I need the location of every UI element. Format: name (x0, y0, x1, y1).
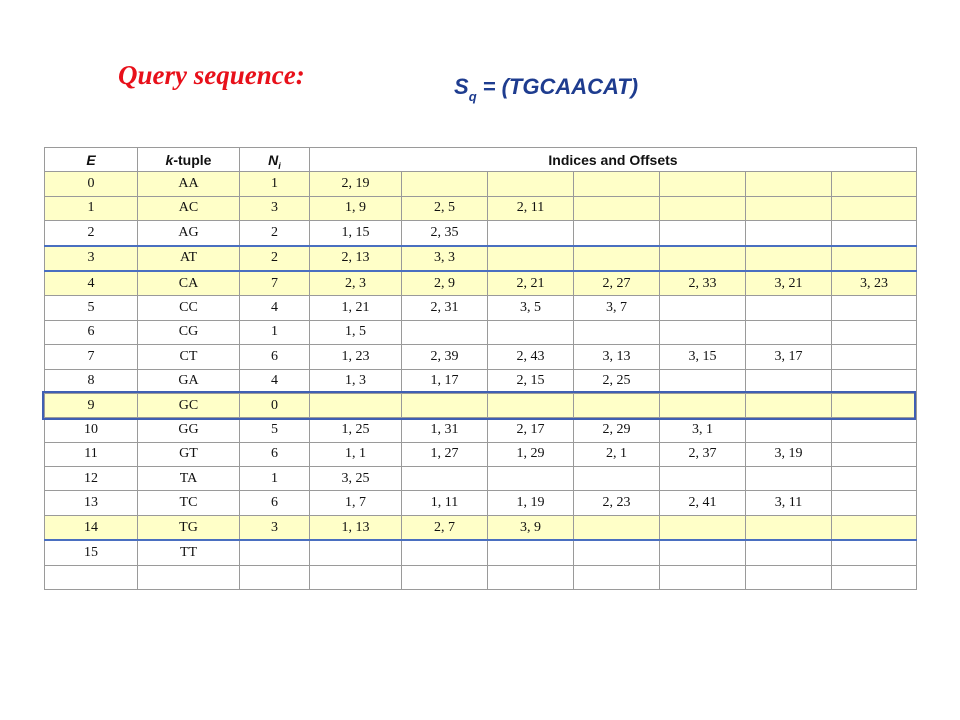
cell-index-offset (660, 369, 746, 393)
cell-e: 13 (45, 491, 138, 515)
cell-index-offset (660, 515, 746, 540)
cell-index-offset (832, 442, 917, 466)
header-n-symbol: N (268, 151, 279, 168)
cell-n: 2 (240, 246, 310, 271)
cell-index-offset (574, 246, 660, 271)
cell-n: 6 (240, 442, 310, 466)
cell-index-offset: 3, 21 (746, 271, 832, 296)
cell-index-offset: 3, 19 (746, 442, 832, 466)
cell-e: 0 (45, 172, 138, 196)
cell-index-offset (832, 172, 917, 196)
cell-index-offset (746, 196, 832, 220)
cell-index-offset: 3, 25 (310, 467, 402, 491)
cell-index-offset: 2, 27 (574, 271, 660, 296)
cell-index-offset: 3, 15 (660, 345, 746, 369)
cell-index-offset: 2, 31 (402, 296, 488, 320)
cell-n: 6 (240, 491, 310, 515)
cell-index-offset: 3, 7 (574, 296, 660, 320)
cell-index-offset (832, 418, 917, 442)
cell-index-offset (574, 320, 660, 344)
cell-index-offset: 1, 17 (402, 369, 488, 393)
cell-index-offset (832, 393, 917, 417)
cell-index-offset (402, 467, 488, 491)
table-row (45, 172, 917, 196)
cell-index-offset: 3, 13 (574, 345, 660, 369)
cell-index-offset: 2, 37 (660, 442, 746, 466)
cell-n: 3 (240, 196, 310, 220)
cell-e: 11 (45, 442, 138, 466)
cell-index-offset (310, 540, 402, 565)
cell-index-offset (832, 246, 917, 271)
cell-index-offset: 1, 21 (310, 296, 402, 320)
cell-index-offset: 2, 43 (488, 345, 574, 369)
table-row (45, 565, 917, 589)
cell-index-offset: 1, 15 (310, 221, 402, 246)
cell-e (45, 565, 138, 589)
cell-index-offset (746, 296, 832, 320)
cell-index-offset (832, 515, 917, 540)
table-row (45, 418, 917, 442)
cell-e: 4 (45, 271, 138, 296)
cell-index-offset: 2, 3 (310, 271, 402, 296)
cell-index-offset (402, 393, 488, 417)
cell-index-offset (746, 393, 832, 417)
cell-n: 4 (240, 369, 310, 393)
cell-index-offset (832, 369, 917, 393)
cell-ktuple: CC (138, 296, 240, 320)
table-row (45, 393, 917, 417)
cell-index-offset (746, 172, 832, 196)
cell-e: 7 (45, 345, 138, 369)
cell-index-offset (746, 369, 832, 393)
cell-index-offset: 2, 33 (660, 271, 746, 296)
cell-e: 15 (45, 540, 138, 565)
cell-index-offset: 2, 11 (488, 196, 574, 220)
cell-ktuple: TA (138, 467, 240, 491)
cell-e: 12 (45, 467, 138, 491)
formula-symbol: S (454, 74, 469, 99)
cell-index-offset (660, 296, 746, 320)
cell-n: 2 (240, 221, 310, 246)
cell-index-offset (310, 565, 402, 589)
cell-index-offset (832, 221, 917, 246)
cell-index-offset (402, 540, 488, 565)
cell-index-offset: 2, 19 (310, 172, 402, 196)
cell-index-offset (832, 345, 917, 369)
cell-index-offset (660, 565, 746, 589)
cell-index-offset (402, 565, 488, 589)
cell-index-offset (402, 172, 488, 196)
cell-ktuple: AT (138, 246, 240, 271)
cell-index-offset: 1, 31 (402, 418, 488, 442)
table-row (45, 442, 917, 466)
cell-n: 7 (240, 271, 310, 296)
table-row (45, 345, 917, 369)
cell-index-offset: 1, 23 (310, 345, 402, 369)
cell-index-offset (574, 540, 660, 565)
header-n-subscript: i (278, 160, 281, 171)
cell-index-offset: 3, 9 (488, 515, 574, 540)
table-body (45, 172, 917, 590)
query-sequence-title: Query sequence: (118, 60, 305, 90)
header-indices-offsets: Indices and Offsets (310, 148, 917, 172)
cell-index-offset: 1, 1 (310, 442, 402, 466)
cell-index-offset: 1, 7 (310, 491, 402, 515)
cell-e: 14 (45, 515, 138, 540)
cell-index-offset: 1, 3 (310, 369, 402, 393)
cell-e: 3 (45, 246, 138, 271)
cell-index-offset (574, 393, 660, 417)
header-n (240, 148, 310, 172)
cell-n (240, 540, 310, 565)
cell-n (240, 565, 310, 589)
cell-ktuple (138, 565, 240, 589)
table-row (45, 221, 917, 246)
cell-index-offset (574, 172, 660, 196)
cell-index-offset (660, 246, 746, 271)
cell-index-offset (746, 221, 832, 246)
cell-ktuple: CA (138, 271, 240, 296)
table-row (45, 296, 917, 320)
cell-index-offset (746, 320, 832, 344)
cell-index-offset: 1, 25 (310, 418, 402, 442)
cell-ktuple: AC (138, 196, 240, 220)
cell-index-offset: 3, 5 (488, 296, 574, 320)
cell-index-offset (832, 540, 917, 565)
table-row (45, 467, 917, 491)
cell-index-offset: 1, 11 (402, 491, 488, 515)
cell-index-offset (488, 246, 574, 271)
cell-e: 2 (45, 221, 138, 246)
cell-index-offset (488, 467, 574, 491)
cell-index-offset: 2, 23 (574, 491, 660, 515)
cell-ktuple: AA (138, 172, 240, 196)
cell-index-offset (660, 221, 746, 246)
cell-index-offset: 1, 9 (310, 196, 402, 220)
cell-index-offset (660, 393, 746, 417)
cell-index-offset (832, 467, 917, 491)
cell-n: 6 (240, 345, 310, 369)
cell-index-offset (832, 320, 917, 344)
cell-index-offset (660, 320, 746, 344)
cell-n: 3 (240, 515, 310, 540)
cell-n: 1 (240, 320, 310, 344)
cell-e: 1 (45, 196, 138, 220)
cell-index-offset: 1, 5 (310, 320, 402, 344)
cell-index-offset: 3, 3 (402, 246, 488, 271)
cell-index-offset (746, 540, 832, 565)
cell-index-offset: 2, 21 (488, 271, 574, 296)
formula-expression: = (TGCAACAT) (482, 74, 639, 99)
cell-ktuple: CT (138, 345, 240, 369)
cell-index-offset (574, 196, 660, 220)
header-ktuple-k: k (165, 151, 174, 168)
cell-index-offset: 2, 5 (402, 196, 488, 220)
cell-n: 4 (240, 296, 310, 320)
table-row (45, 491, 917, 515)
ktuple-index-table (44, 147, 917, 590)
cell-n: 0 (240, 393, 310, 417)
query-formula (454, 74, 639, 104)
cell-index-offset: 2, 35 (402, 221, 488, 246)
ktuple-index-table-wrapper (44, 147, 916, 590)
cell-ktuple: CG (138, 320, 240, 344)
formula-subscript: q (468, 89, 477, 104)
cell-index-offset: 2, 13 (310, 246, 402, 271)
cell-n: 5 (240, 418, 310, 442)
cell-index-offset (746, 246, 832, 271)
cell-n: 1 (240, 467, 310, 491)
cell-index-offset (832, 196, 917, 220)
cell-index-offset: 1, 29 (488, 442, 574, 466)
cell-index-offset (660, 540, 746, 565)
cell-index-offset (746, 418, 832, 442)
cell-index-offset (660, 196, 746, 220)
table-row (45, 540, 917, 565)
cell-index-offset: 1, 19 (488, 491, 574, 515)
header-e: E (45, 148, 138, 172)
cell-index-offset (488, 320, 574, 344)
table-row (45, 271, 917, 296)
cell-index-offset (574, 467, 660, 491)
cell-index-offset: 1, 13 (310, 515, 402, 540)
cell-index-offset: 2, 7 (402, 515, 488, 540)
cell-index-offset (574, 515, 660, 540)
table-row (45, 515, 917, 540)
cell-ktuple: GC (138, 393, 240, 417)
cell-index-offset (746, 515, 832, 540)
cell-ktuple: GG (138, 418, 240, 442)
table-header-row (45, 148, 917, 172)
cell-index-offset: 3, 1 (660, 418, 746, 442)
cell-ktuple: AG (138, 221, 240, 246)
cell-index-offset: 3, 17 (746, 345, 832, 369)
header-ktuple-rest: -tuple (173, 151, 212, 168)
cell-index-offset: 2, 29 (574, 418, 660, 442)
cell-index-offset (310, 393, 402, 417)
cell-index-offset (660, 172, 746, 196)
cell-e: 9 (45, 393, 138, 417)
cell-e: 6 (45, 320, 138, 344)
cell-index-offset (832, 491, 917, 515)
cell-index-offset (488, 565, 574, 589)
cell-ktuple: TG (138, 515, 240, 540)
cell-e: 5 (45, 296, 138, 320)
cell-index-offset: 2, 1 (574, 442, 660, 466)
cell-index-offset: 1, 27 (402, 442, 488, 466)
cell-ktuple: GT (138, 442, 240, 466)
cell-index-offset (488, 172, 574, 196)
cell-index-offset (402, 320, 488, 344)
cell-index-offset: 2, 39 (402, 345, 488, 369)
cell-index-offset (488, 221, 574, 246)
cell-index-offset (488, 540, 574, 565)
cell-index-offset (832, 296, 917, 320)
cell-n: 1 (240, 172, 310, 196)
table-row (45, 320, 917, 344)
cell-index-offset (574, 221, 660, 246)
cell-index-offset: 2, 15 (488, 369, 574, 393)
cell-index-offset: 2, 9 (402, 271, 488, 296)
cell-ktuple: TC (138, 491, 240, 515)
cell-index-offset (488, 393, 574, 417)
header-ktuple (138, 148, 240, 172)
cell-index-offset (660, 467, 746, 491)
cell-index-offset: 3, 11 (746, 491, 832, 515)
cell-index-offset (746, 565, 832, 589)
cell-index-offset: 2, 17 (488, 418, 574, 442)
cell-index-offset: 2, 25 (574, 369, 660, 393)
cell-index-offset (832, 565, 917, 589)
cell-e: 10 (45, 418, 138, 442)
cell-index-offset: 2, 41 (660, 491, 746, 515)
table-row (45, 246, 917, 271)
cell-ktuple: GA (138, 369, 240, 393)
cell-index-offset (746, 467, 832, 491)
cell-e: 8 (45, 369, 138, 393)
table-row (45, 196, 917, 220)
table-row (45, 369, 917, 393)
cell-ktuple: TT (138, 540, 240, 565)
cell-index-offset: 3, 23 (832, 271, 917, 296)
cell-index-offset (574, 565, 660, 589)
